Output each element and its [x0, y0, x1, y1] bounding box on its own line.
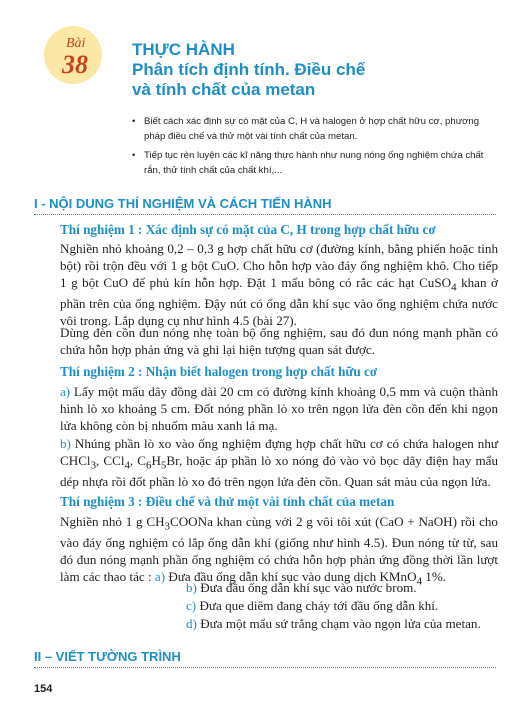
subscript: 3 [90, 459, 97, 472]
badge-label: Bài [66, 36, 86, 51]
step-label: b) [186, 580, 197, 595]
experiment-2-title: Thí nghiệm 2 : Nhận biết halogen trong hợp chất hữu cơ [60, 364, 378, 379]
experiment-2-step-a [60, 384, 498, 434]
step-label: a) [60, 384, 71, 399]
subscript: 3 [164, 520, 170, 533]
step-d [186, 615, 481, 633]
title-line-3: và tính chất của metan [132, 80, 316, 99]
experiment-3-title: Thí nghiệm 3 : Điều chế và thử một vài tính chất của metan [60, 494, 395, 509]
subscript: 4 [451, 281, 457, 294]
step-label: a) [154, 569, 166, 584]
step-c [186, 597, 481, 615]
page-number: 154 [34, 683, 53, 695]
step-label: d) [186, 616, 197, 631]
experiment-1-paragraph-2: Dùng đèn cồn đun nóng nhẹ toàn bộ ống nghiệm, sau đó đun nóng mạnh phần có chứa hỗn hợp phản ứng và ghi lại hiện tượng quan sát được. [60, 325, 498, 357]
experiment-3-steps [186, 579, 481, 633]
text-run: Đưa một mẩu sứ trắng chạm vào ngọn lửa của metan. [196, 616, 481, 631]
text-run: khan ở phần trên của ống nghiệm. Đậy nút có ống dẫn khí sục vào ống nghiệm chứa nước vôi trong. Lắp dụng cụ như hình 4.5 (bài 27). [60, 274, 498, 328]
text-run: Br, hoặc áp phần lò xo nóng đỏ vào vỏ bọc dây điện hay mẩu dép nhựa rồi đốt phần lò xo đó trên ngọn lửa đèn cồn. Quan sát màu của ngọn lửa. [60, 452, 499, 490]
step-b [186, 579, 481, 597]
objectives-list [132, 114, 492, 182]
text-run: COONa khan cùng với 2 g vôi tôi xút (CaO + NaOH) rồi cho vào đáy ống nghiệm có lắp ống dẫn khí (giống như hình 4.5). Đun nóng từ từ, sau đó đun nóng mạnh phần ống nghiệm có chứa hỗn hợp phản ứng đồng thời lần lượt làm các thao tác : [60, 514, 498, 584]
objective-item: • Tiếp tục rèn luyện các kĩ năng thực hành như nung nóng ống nghiệm chứa chất rắn, thử tính chất của chất khí,... [132, 148, 492, 178]
section-heading-2: II – VIẾT TƯỜNG TRÌNH [34, 649, 181, 664]
lesson-badge [44, 26, 104, 98]
title-line-2: Phân tích định tính. Điều chế [132, 60, 366, 79]
experiment-1-title: Thí nghiệm 1 : Xác định sự có mặt của C, H trong hợp chất hữu cơ [60, 222, 436, 237]
badge-number: 38 [62, 50, 88, 79]
text-run: , C [129, 452, 146, 468]
text-run: H [151, 452, 161, 468]
objective-item: • Biết cách xác định sự có mặt của C, H và halogen ở hợp chất hữu cơ, phương pháp điều chế và thử một vài tính chất của metan. [132, 114, 492, 144]
experiment-2-step-b [60, 436, 498, 491]
step-label: b) [60, 436, 71, 451]
text-run: Đưa đầu ống dẫn khí sục vào dung dịch KMnO [165, 569, 417, 584]
text-run: Nghiền nhỏ khoảng 0,2 – 0,3 g hợp chất hữu cơ (đường kính, bằng phiến hoặc tinh bột) rồi trộn đều với 1 g bột CuO. Cho hỗn hợp vào đáy ống nghiệm khô. Cho tiếp 1 g bột CuO để phủ kín hỗn hợp. Đặt 1 mẩu bông có rắc các hạt CuSO [60, 241, 498, 290]
text-run: Nhúng phần lò xo vào ống nghiệm đựng hợp chất hữu cơ có chứa halogen như CHCl [60, 436, 498, 468]
subscript: 4 [124, 459, 130, 472]
experiment-1-paragraph-1 [60, 241, 498, 330]
text-run: Nghiền nhỏ 1 g CH [60, 514, 165, 529]
text-run: 1%. [422, 569, 447, 584]
text-run: Lấy một mẩu dây đồng dài 20 cm có đường kính khoảng 0,5 mm và cuộn thành hình lò xo khoảng 5 cm. Đốt nóng phần lò xo trên ngọn lửa đèn cồn đến khi ngọn lửa không còn bị nhuốm màu xanh lá mạ. [60, 384, 498, 433]
subscript: 6 [146, 459, 152, 472]
text-run: Đưa đầu ống dẫn khí sục vào nước brom. [196, 580, 417, 595]
title-line-1: THỰC HÀNH [132, 40, 235, 59]
subscript: 4 [416, 575, 423, 588]
text-run: , CCl [96, 452, 125, 468]
subscript: 5 [160, 459, 167, 472]
step-label: c) [186, 598, 197, 613]
section-heading-1: I - NỘI DUNG THÍ NGHIỆM VÀ CÁCH TIẾN HÀNH [34, 196, 332, 211]
lesson-title [132, 40, 365, 100]
text-run: Đưa que diêm đang cháy tới đầu ống dẫn khí. [196, 598, 439, 613]
